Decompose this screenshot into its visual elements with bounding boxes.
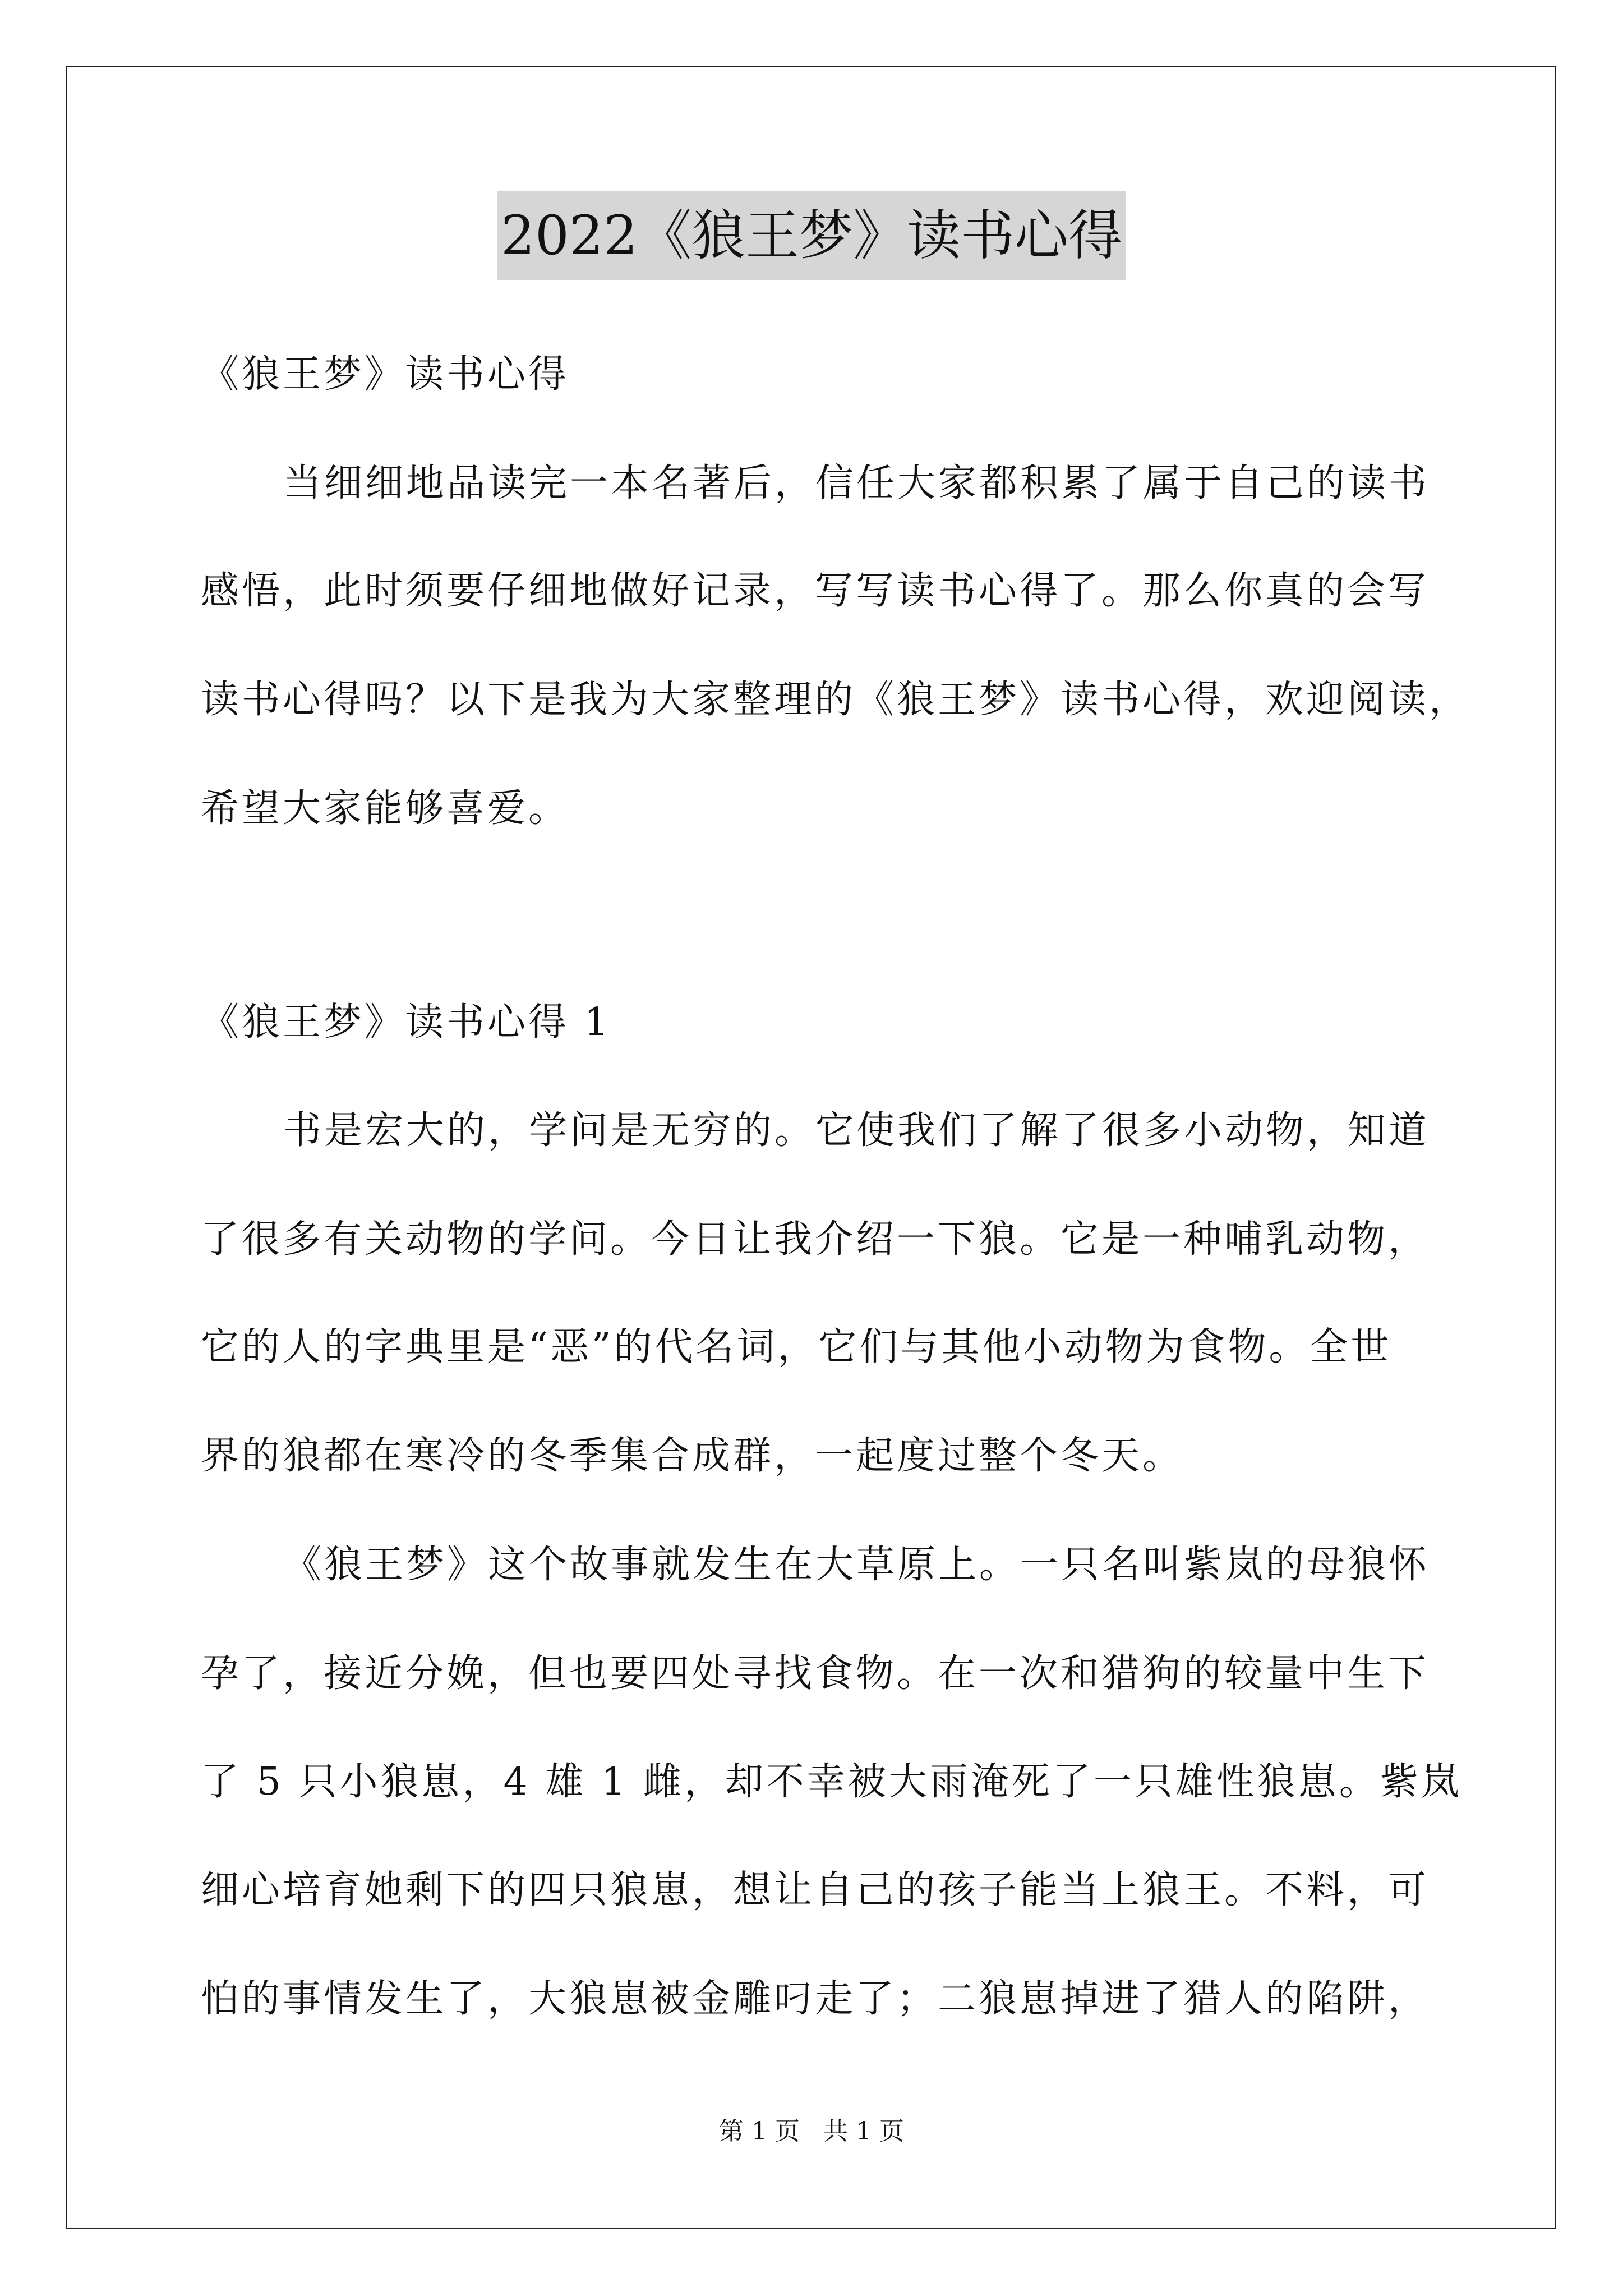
paragraph-line: 界的狼都在寒冷的冬季集合成群，一起度过整个冬天。: [201, 1434, 1184, 1478]
paragraph-line: 细心培育她剩下的四只狼崽，想让自己的孩子能当上狼王。不料，可: [201, 1868, 1430, 1912]
intro-line: 感悟，此时须要仔细地做好记录，写写读书心得了。那么你真的会写: [201, 569, 1430, 613]
paragraph-line: 了很多有关动物的学问。今日让我介绍一下狼。它是一种哺乳动物，: [201, 1217, 1430, 1262]
paragraph-line: 孕了，接近分娩，但也要四处寻找食物。在一次和猎狗的较量中生下: [201, 1651, 1430, 1696]
paragraph-line: 怕的事情发生了，大狼崽被金雕叼走了；二狼崽掉进了猎人的陷阱，: [201, 1977, 1430, 2021]
intro-line: 读书心得吗？以下是我为大家整理的《狼王梦》读书心得，欢迎阅读，: [201, 678, 1470, 722]
subtitle: 《狼王梦》读书心得: [201, 352, 570, 397]
paragraph-line: 了 5 只小狼崽，4 雄 1 雌，却不幸被大雨淹死了一只雄性狼崽。紫岚: [201, 1760, 1462, 1804]
intro-line: 当细细地品读完一本名著后，信任大家都积累了属于自己的读书: [283, 461, 1430, 505]
document-title-text: 2022《狼王梦》读书心得: [497, 191, 1126, 280]
document-title: [0, 191, 1623, 280]
paragraph-line: 《狼王梦》这个故事就发生在大草原上。一只名叫紫岚的母狼怀: [283, 1543, 1430, 1587]
paragraph-line: 它的人的字典里是“恶”的代名词，它们与其他小动物为食物。全世: [201, 1325, 1392, 1369]
paragraph-line: 书是宏大的，学问是无穷的。它使我们了解了很多小动物，知道: [283, 1108, 1430, 1153]
intro-line: 希望大家能够喜爱。: [201, 786, 570, 831]
page-footer: 第 1 页 共 1 页: [719, 2117, 904, 2146]
section-heading: 《狼王梦》读书心得 1: [201, 1000, 611, 1045]
